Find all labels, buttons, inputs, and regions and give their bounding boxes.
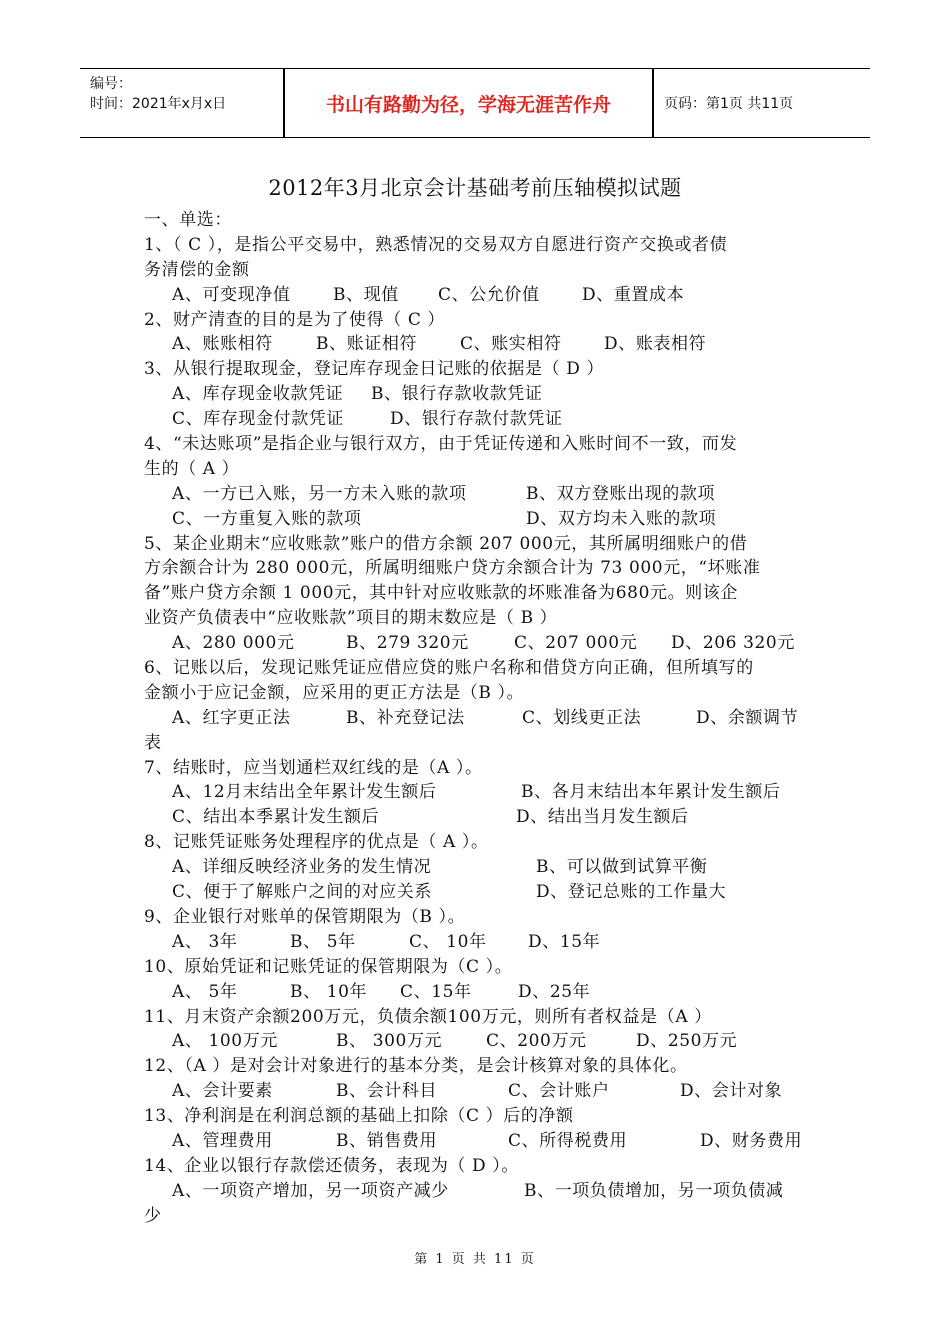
question-14-cont: 少: [144, 1205, 162, 1226]
option: D、25年: [518, 981, 591, 1002]
option: D、财务费用: [700, 1130, 803, 1151]
question-13: 13、净利润是在利润总额的基础上扣除（C ）后的净额: [144, 1106, 574, 1127]
question-2-options: [144, 332, 814, 357]
header-slogan: 书山有路勤为径，学海无涯苦作舟: [325, 93, 611, 116]
number-label: 编号：: [90, 76, 132, 92]
option: B、补充登记法: [346, 707, 465, 728]
option: D、206 320元: [671, 633, 795, 654]
question-5-cont: 业资产负债表中“应收账款”项目的期末数应是（ B ）: [144, 608, 558, 629]
question-9: 9、企业银行对账单的保管期限为（B ）。: [144, 906, 466, 927]
option: D、银行存款付款凭证: [390, 409, 563, 430]
question-10: 10、原始凭证和记账凭证的保管期限为（C ）。: [144, 956, 513, 977]
option: A、账账相符: [172, 334, 273, 355]
question-4-cont: 生的（ A ）: [144, 458, 240, 479]
option: A、 100万元: [172, 1031, 278, 1052]
option: A、 5年: [172, 981, 238, 1002]
option: B、 300万元: [336, 1031, 443, 1052]
option: B、一项负债增加，另一项负债减: [524, 1180, 784, 1201]
option: B、会计科目: [336, 1081, 438, 1102]
option: A、280 000元: [172, 633, 295, 654]
question-5-options: [144, 631, 814, 656]
question-11: 11、月末资产余额200万元，负债余额100万元，则所有者权益是（A ）: [144, 1006, 712, 1027]
question-5-cont: 方余额合计为 280 000元，所属明细账户贷方余额合计为 73 000元，“坏账准: [144, 558, 761, 579]
time-label: 时间：2021年x月x日: [90, 96, 227, 112]
option: B、可以做到试算平衡: [536, 857, 708, 878]
page-footer: 第 1 页 共 11 页: [414, 1252, 536, 1267]
question-4: 4、“未达账项”是指企业与银行双方，由于凭证传递和入账时间不一致，而发: [144, 434, 738, 455]
option: D、余额调节: [696, 707, 799, 728]
document-header: [80, 68, 870, 138]
option: D、账表相符: [604, 334, 707, 355]
option: A、12月末结出全年累计发生额后: [172, 782, 437, 803]
question-13-options: [144, 1129, 814, 1154]
header-meta: [80, 69, 283, 137]
option: D、15年: [528, 931, 601, 952]
question-3-options: [144, 382, 814, 407]
option: D、会计对象: [680, 1081, 783, 1102]
option: C、所得税费用: [508, 1130, 628, 1151]
question-12-options: [144, 1079, 814, 1104]
option: C、划线更正法: [522, 707, 642, 728]
option: A、管理费用: [172, 1130, 273, 1151]
question-4-options: [144, 482, 814, 507]
question-7-options: [144, 780, 814, 805]
option: B、 5年: [290, 931, 356, 952]
question-list: [144, 208, 814, 1229]
question-1-cont: 务清偿的金额: [144, 259, 250, 280]
option: D、重置成本: [582, 284, 685, 305]
question-4-options: [144, 507, 814, 532]
question-3: 3、从银行提取现金，登记库存现金日记账的依据是（ D ）: [144, 359, 605, 380]
question-14: 14、企业以银行存款偿还债务，表现为（ D ）。: [144, 1155, 519, 1176]
option: A、会计要素: [172, 1081, 273, 1102]
option: B、各月末结出本年累计发生额后: [521, 782, 781, 803]
option: D、登记总账的工作量大: [536, 882, 727, 903]
question-14-options: [144, 1179, 814, 1204]
option: C、会计账户: [508, 1081, 610, 1102]
option: C、 10年: [409, 931, 487, 952]
option: B、账证相符: [316, 334, 418, 355]
question-8-options: [144, 880, 814, 905]
question-6-cont: 金额小于应记金额，应采用的更正方法是（B ）。: [144, 682, 525, 703]
question-5-cont: 备”账户贷方余额 1 000元，其中针对应收账款的坏账准备为680元。则该企: [144, 583, 739, 604]
question-7: 7、结账时，应当划通栏双红线的是（A ）。: [144, 757, 483, 778]
option: C、结出本季累计发生额后: [172, 807, 380, 828]
question-9-options: [144, 930, 814, 955]
option: D、250万元: [636, 1031, 738, 1052]
option: A、一方已入账，另一方未入账的款项: [172, 483, 467, 504]
document-title: 2012年3月北京会计基础考前压轴模拟试题: [268, 176, 682, 200]
question-8-options: [144, 855, 814, 880]
question-6-options: [144, 706, 814, 731]
option: A、一项资产增加，另一项资产减少: [172, 1180, 449, 1201]
question-2: 2、财产清查的目的是为了使得（ C ）: [144, 309, 446, 330]
question-3-options: [144, 407, 814, 432]
option: A、 3年: [172, 931, 238, 952]
option: C、便于了解账户之间的对应关系: [172, 882, 433, 903]
option: B、现值: [333, 284, 399, 305]
question-5: 5、某企业期末“应收账款”账户的借方余额 207 000元，其所属明细账户的借: [144, 533, 748, 554]
option: B、双方登账出现的款项: [526, 483, 716, 504]
option: D、双方均未入账的款项: [526, 508, 717, 529]
option: C、一方重复入账的款项: [172, 508, 362, 529]
option: B、279 320元: [346, 633, 469, 654]
header-divider: [652, 69, 654, 137]
option: C、15年: [400, 981, 472, 1002]
question-1-options: [144, 283, 814, 308]
option: C、207 000元: [514, 633, 638, 654]
option: C、账实相符: [460, 334, 562, 355]
question-8: 8、记账凭证账务处理程序的优点是（ A ）。: [144, 832, 489, 853]
option: B、银行存款收款凭证: [371, 384, 543, 405]
option: A、可变现净值: [172, 284, 291, 305]
question-11-options: [144, 1029, 814, 1054]
option: C、库存现金付款凭证: [172, 409, 345, 430]
option: C、公允价值: [438, 284, 540, 305]
option: A、红字更正法: [172, 707, 291, 728]
option: B、销售费用: [336, 1130, 438, 1151]
question-1: 1、（ C ），是指公平交易中，熟悉情况的交易双方自愿进行资产交换或者债: [144, 234, 728, 255]
option: C、200万元: [486, 1031, 587, 1052]
option: A、详细反映经济业务的发生情况: [172, 857, 432, 878]
question-6: 6、记账以后，发现记账凭证应借应贷的账户名称和借贷方向正确，但所填写的: [144, 658, 754, 679]
option: B、 10年: [290, 981, 368, 1002]
option: A、库存现金收款凭证: [172, 384, 344, 405]
option: D、结出当月发生额后: [516, 807, 689, 828]
section-heading: 一、单选：: [144, 210, 232, 230]
question-10-options: [144, 980, 814, 1005]
header-page-info: 页码：第1页 共11页: [664, 96, 794, 112]
question-12: 12、（A ）是对会计对象进行的基本分类，是会计核算对象的具体化。: [144, 1056, 688, 1077]
question-6-cont: 表: [144, 732, 162, 753]
question-7-options: [144, 805, 814, 830]
